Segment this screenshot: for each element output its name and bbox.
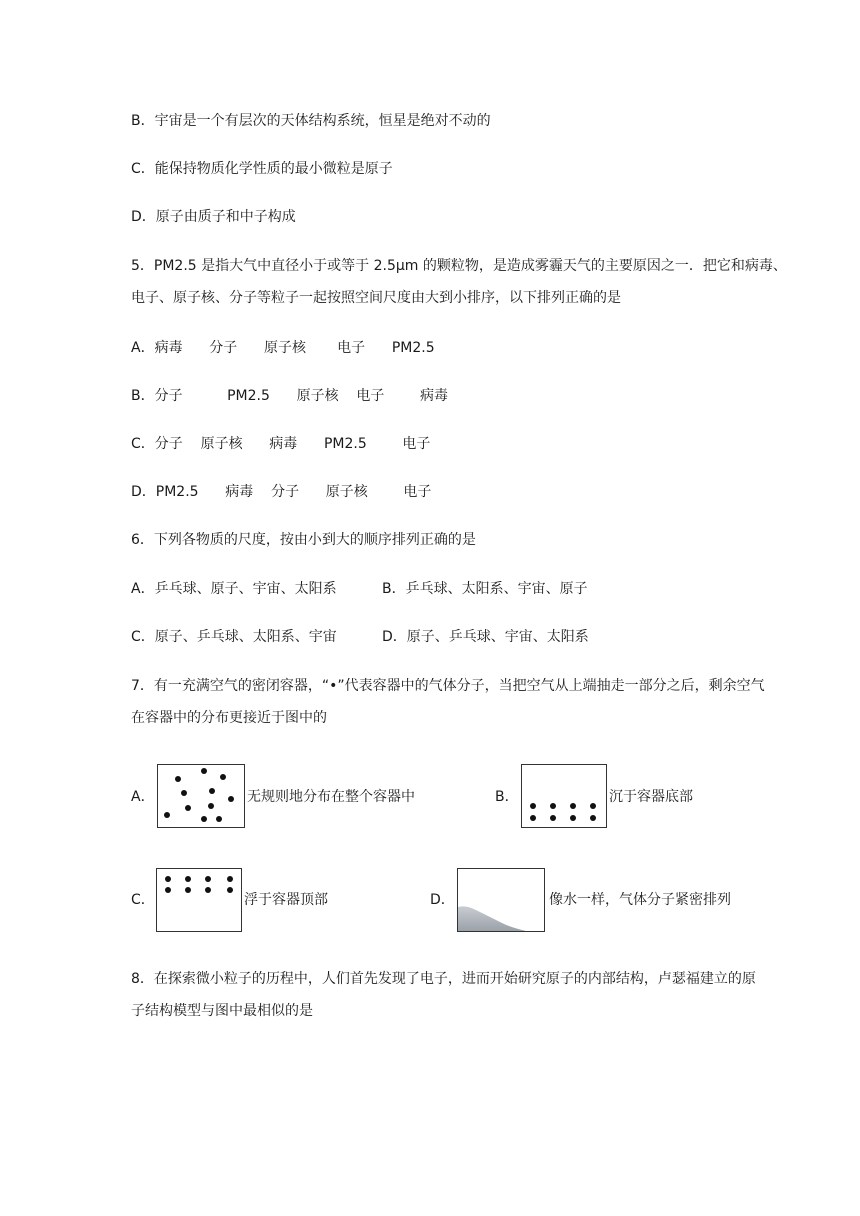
gas-molecule-dot <box>185 887 191 893</box>
q6-stem: 6．下列各物质的尺度，按由小到大的顺序排列正确的是 <box>131 532 476 548</box>
q7-option-b-desc: 沉于容器底部 <box>609 789 693 805</box>
gas-molecule-dot <box>570 803 576 809</box>
gas-molecule-dot <box>164 812 170 818</box>
q5-option-d: D．PM2.5 病毒 分子 原子核 电子 <box>131 484 432 500</box>
container-top-diagram <box>156 868 242 932</box>
gas-molecule-dot <box>570 815 576 821</box>
gas-molecule-dot <box>209 788 215 794</box>
gas-molecule-dot <box>550 803 556 809</box>
gas-molecule-dot <box>227 876 233 882</box>
q8-stem-line2: 子结构模型与图中最相似的是 <box>131 1003 313 1019</box>
gas-molecule-dot <box>550 815 556 821</box>
gas-molecule-dot <box>208 803 214 809</box>
q7-option-c-desc: 浮于容器顶部 <box>244 892 328 908</box>
q4-option-d: D．原子由质子和中子构成 <box>131 209 296 225</box>
q7-stem-line2: 在容器中的分布更接近于图中的 <box>131 710 327 726</box>
q5-stem-line1: 5．PM2.5 是指大气中直径小于或等于 2.5μm 的颗粒物，是造成雾霾天气的主要原因之一．把它和病毒、 <box>131 258 787 274</box>
q6-option-b: B．乒乓球、太阳系、宇宙、原子 <box>382 581 588 597</box>
container-bottom-diagram <box>521 764 607 828</box>
q6-option-c: C．原子、乒乓球、太阳系、宇宙 <box>131 629 337 645</box>
q5-option-b: B．分子 PM2.5 原子核 电子 病毒 <box>131 388 448 404</box>
container-random-diagram <box>157 764 245 828</box>
gas-molecule-dot <box>185 876 191 882</box>
q6-option-a: A．乒乓球、原子、宇宙、太阳系 <box>131 581 337 597</box>
liquid-layer-icon <box>458 869 544 931</box>
container-liquid-diagram <box>457 868 545 932</box>
gas-molecule-dot <box>216 816 222 822</box>
gas-molecule-dot <box>165 876 171 882</box>
gas-molecule-dot <box>590 815 596 821</box>
gas-molecule-dot <box>201 768 207 774</box>
gas-molecule-dot <box>227 887 233 893</box>
q7-option-c-label: C． <box>131 892 155 908</box>
q7-option-b-label: B． <box>495 789 519 805</box>
gas-molecule-dot <box>530 803 536 809</box>
q5-option-a: A．病毒 分子 原子核 电子 PM2.5 <box>131 340 435 356</box>
q4-option-c: C．能保持物质化学性质的最小微粒是原子 <box>131 161 393 177</box>
q7-option-d-desc: 像水一样，气体分子紧密排列 <box>549 892 731 908</box>
gas-molecule-dot <box>205 876 211 882</box>
gas-molecule-dot <box>590 803 596 809</box>
q5-stem-line2: 电子、原子核、分子等粒子一起按照空间尺度由大到小排序，以下排列正确的是 <box>131 290 621 306</box>
gas-molecule-dot <box>228 796 234 802</box>
q7-option-d-label: D． <box>430 892 455 908</box>
gas-molecule-dot <box>201 816 207 822</box>
q7-option-a-label: A． <box>131 789 155 805</box>
gas-molecule-dot <box>220 774 226 780</box>
q6-option-d: D．原子、乒乓球、宇宙、太阳系 <box>382 629 589 645</box>
q4-option-b: B．宇宙是一个有层次的天体结构系统，恒星是绝对不动的 <box>131 113 491 129</box>
q7-option-a-desc: 无规则地分布在整个容器中 <box>247 789 415 805</box>
gas-molecule-dot <box>205 887 211 893</box>
gas-molecule-dot <box>175 776 181 782</box>
q5-option-c: C．分子 原子核 病毒 PM2.5 电子 <box>131 436 431 452</box>
gas-molecule-dot <box>185 805 191 811</box>
q7-stem-line1: 7．有一充满空气的密闭容器，“•”代表容器中的气体分子，当把空气从上端抽走一部分之后，剩余空气 <box>131 678 765 694</box>
gas-molecule-dot <box>181 790 187 796</box>
gas-molecule-dot <box>165 887 171 893</box>
gas-molecule-dot <box>530 815 536 821</box>
q8-stem-line1: 8．在探索微小粒子的历程中，人们首先发现了电子，进而开始研究原子的内部结构，卢瑟福建立的原 <box>131 971 756 987</box>
